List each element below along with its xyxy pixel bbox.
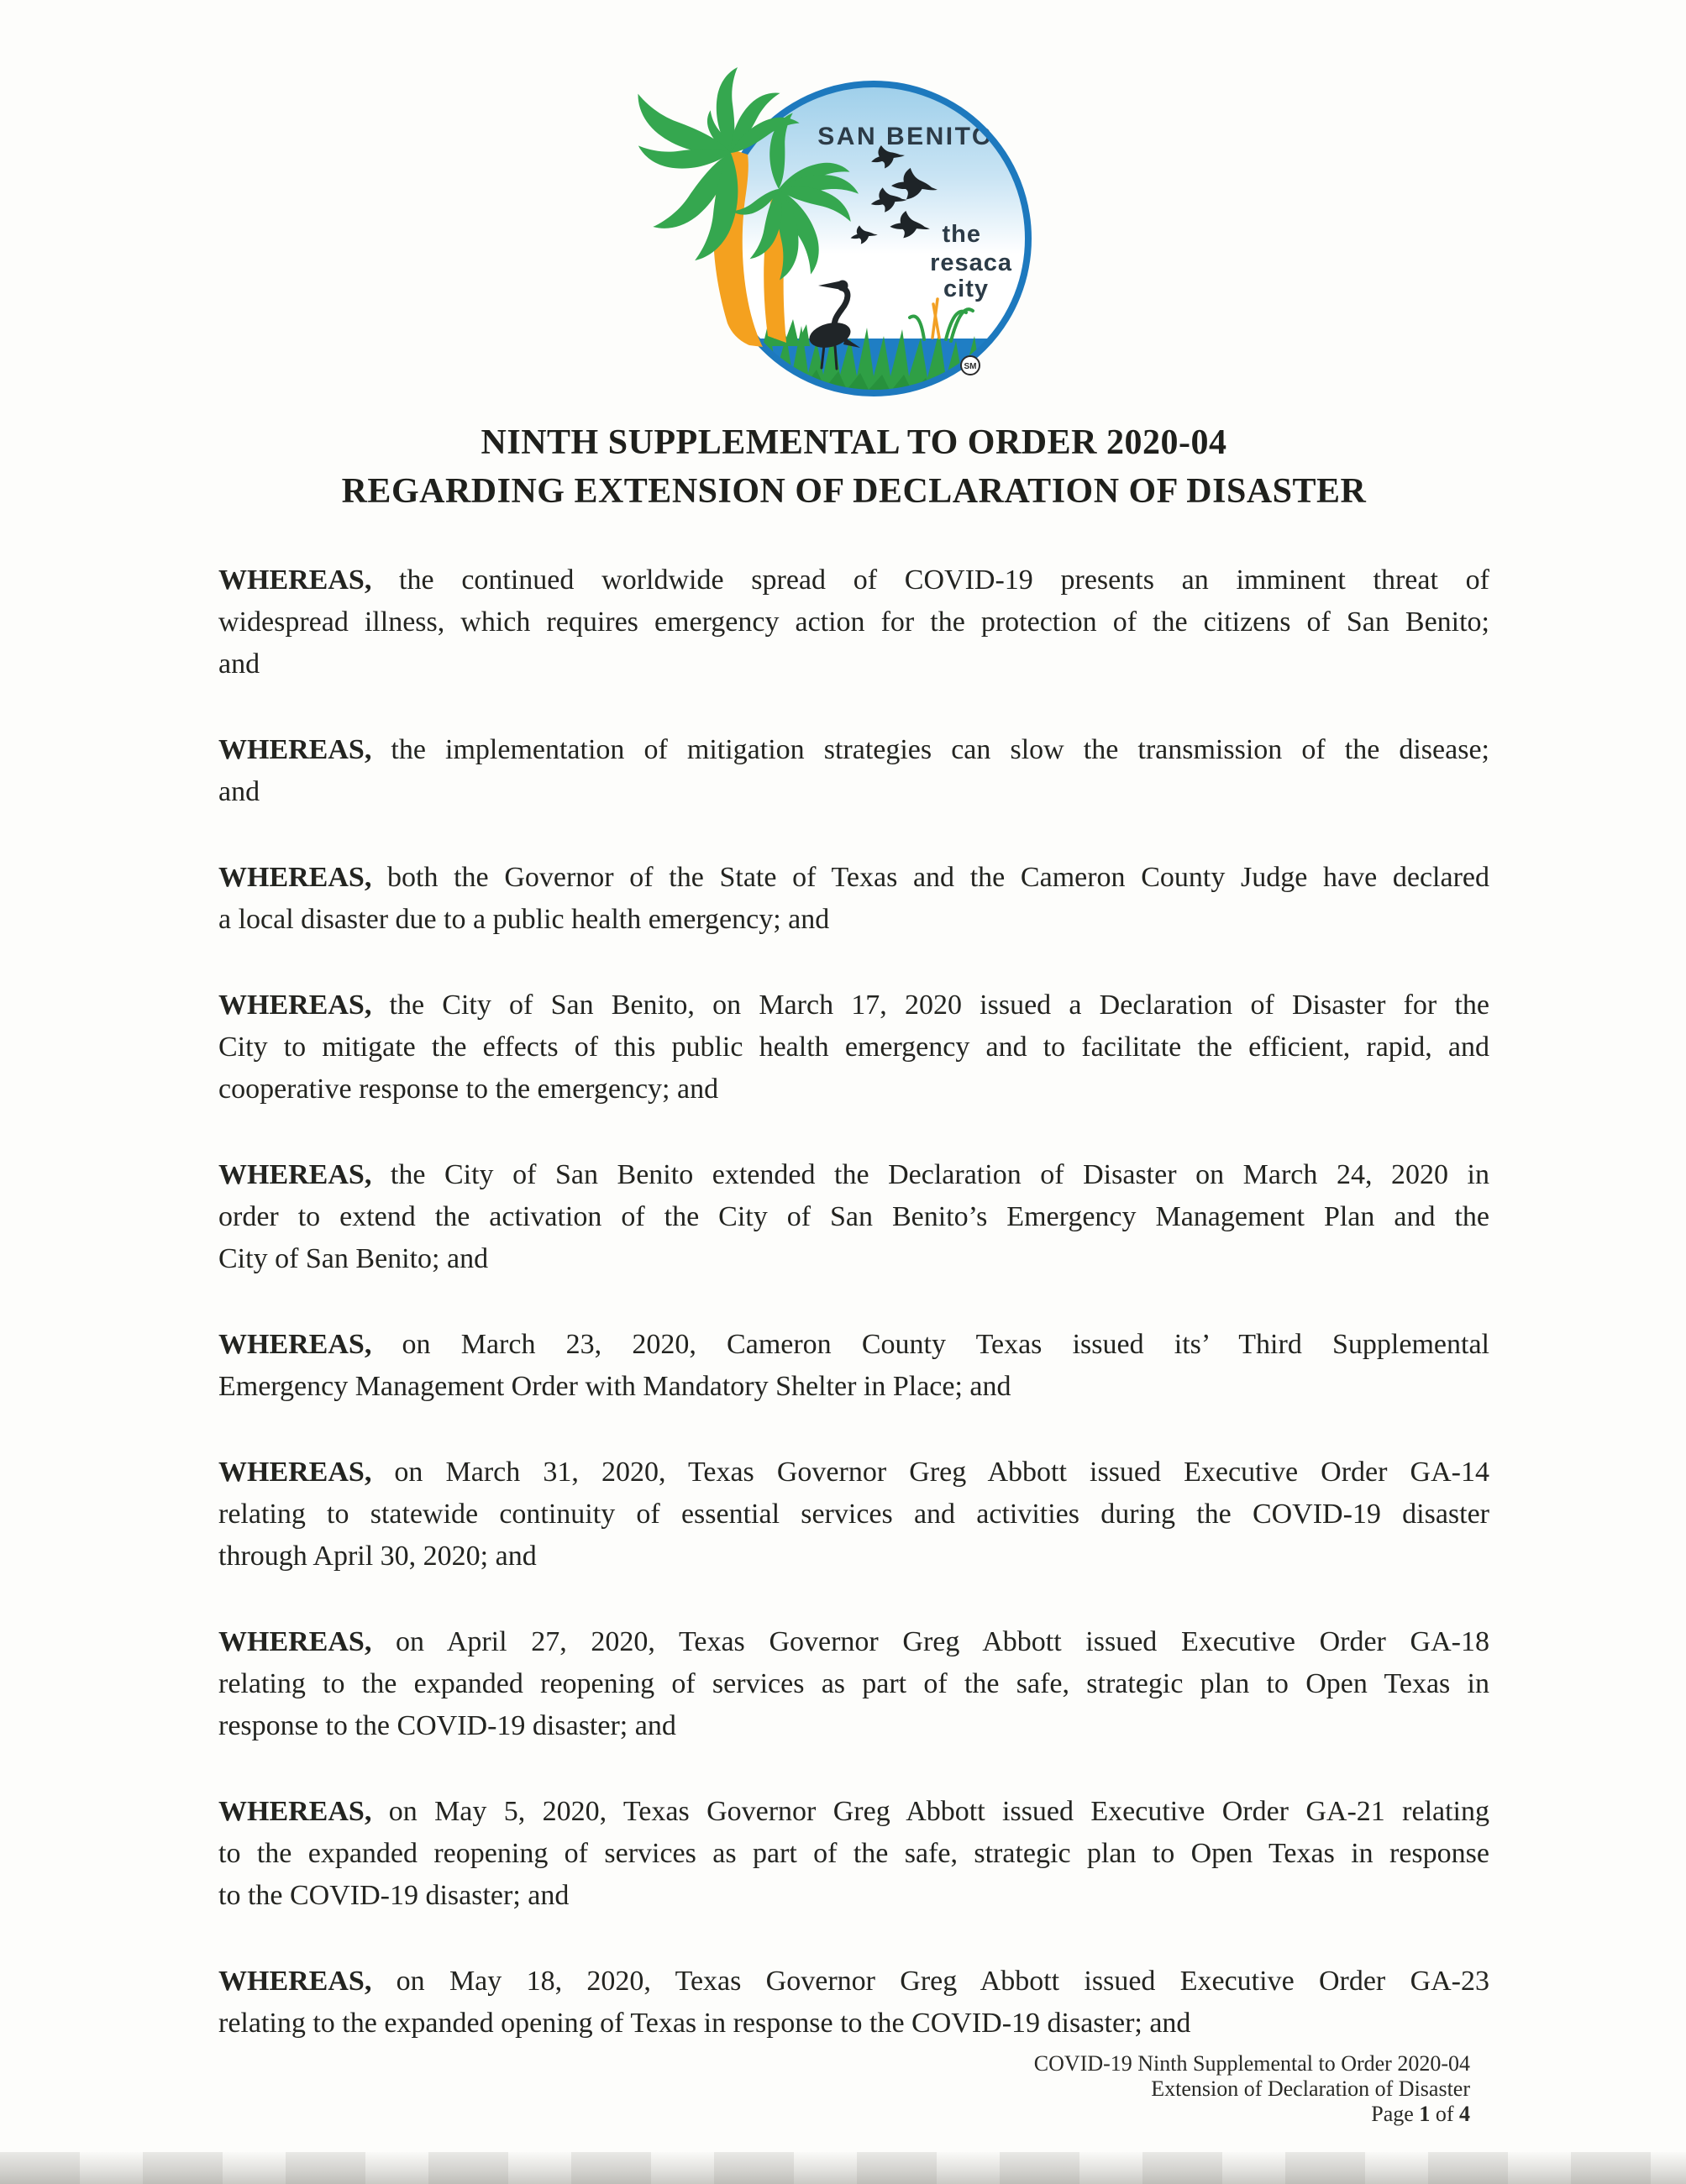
- paragraph-line: relating to the expanded opening of Texas in response to the COVID-19 disaster; and: [218, 2008, 1191, 2039]
- service-mark: [961, 356, 980, 375]
- whereas-lead: WHEREAS,: [218, 1329, 372, 1360]
- paragraph-line: to the expanded reopening of services as part of the safe, strategic plan to Open Texas in response: [218, 1838, 1489, 1869]
- paragraph-line: widespread illness, which requires emergency action for the protection of the citizens of San Benito;: [218, 606, 1489, 638]
- whereas-paragraph: [218, 1791, 1489, 1917]
- body-paragraphs: [218, 559, 1489, 2045]
- footer-doc-title: COVID-19 Ninth Supplemental to Order 2020-04: [1033, 2051, 1470, 2076]
- paragraph-line: WHEREAS, on March 31, 2020, Texas Governor Greg Abbott issued Executive Order GA-14: [218, 1457, 1489, 1488]
- footer-page-word: Page: [1371, 2102, 1414, 2126]
- whereas-paragraph: [218, 729, 1489, 813]
- paragraph-line: WHEREAS, the City of San Benito, on March 17, 2020 issued a Declaration of Disaster for the: [218, 990, 1489, 1021]
- paragraph-line: and: [218, 776, 260, 807]
- whereas-lead: WHEREAS,: [218, 1626, 372, 1657]
- whereas-lead: WHEREAS,: [218, 734, 372, 765]
- paragraph-line: through April 30, 2020; and: [218, 1541, 537, 1572]
- paragraph-line: City to mitigate the effects of this public health emergency and to facilitate the efficient, rapid, and: [218, 1032, 1489, 1063]
- page-footer: [1034, 2051, 1470, 2127]
- footer-page-number: 1: [1419, 2102, 1431, 2126]
- paragraph-line: City of San Benito; and: [218, 1243, 489, 1274]
- whereas-paragraph: [218, 984, 1489, 1110]
- whereas-paragraph: [218, 1452, 1489, 1578]
- paragraph-line: relating to the expanded reopening of services as part of the safe, strategic plan to Open Texas in: [218, 1668, 1489, 1699]
- paragraph-line: WHEREAS, on May 18, 2020, Texas Governor Greg Abbott issued Executive Order GA-23: [218, 1966, 1489, 1997]
- logo-tagline-resaca: resaca: [930, 249, 1012, 276]
- document-title: [218, 418, 1489, 516]
- footer-page-of: of: [1435, 2102, 1454, 2126]
- paragraph-line: WHEREAS, on March 23, 2020, Cameron County Texas issued its’ Third Supplemental: [218, 1329, 1489, 1360]
- logo-tagline-city: city: [943, 276, 989, 302]
- service-mark-label: SM: [964, 362, 977, 371]
- whereas-lead: WHEREAS,: [218, 862, 372, 893]
- whereas-lead: WHEREAS,: [218, 1457, 372, 1488]
- whereas-paragraph: [218, 1621, 1489, 1747]
- paragraph-line: a local disaster due to a public health emergency; and: [218, 904, 830, 935]
- paragraph-line: response to the COVID-19 disaster; and: [218, 1710, 676, 1741]
- paragraph-line: cooperative response to the emergency; and: [218, 1074, 719, 1105]
- whereas-lead: WHEREAS,: [218, 990, 372, 1021]
- logo-city-name: SAN BENITO: [817, 123, 994, 150]
- paragraph-line: WHEREAS, the City of San Benito extended the Declaration of Disaster on March 24, 2020 in: [218, 1159, 1489, 1190]
- logo-tagline-the: the: [942, 221, 981, 248]
- title-line-2: REGARDING EXTENSION OF DECLARATION OF DISASTER: [341, 472, 1367, 511]
- paragraph-line: and: [218, 648, 260, 680]
- whereas-lead: WHEREAS,: [218, 1796, 372, 1827]
- scan-artifact-band: [0, 2152, 1686, 2184]
- whereas-lead: WHEREAS,: [218, 1159, 372, 1190]
- paragraph-line: WHEREAS, the implementation of mitigation strategies can slow the transmission of the disease;: [218, 734, 1489, 765]
- whereas-lead: WHEREAS,: [218, 564, 372, 596]
- whereas-lead: WHEREAS,: [218, 1966, 372, 1997]
- paragraph-line: to the COVID-19 disaster; and: [218, 1880, 570, 1911]
- paragraph-line: WHEREAS, the continued worldwide spread of COVID-19 presents an imminent threat of: [218, 564, 1489, 596]
- city-logo: [622, 34, 1092, 420]
- paragraph-line: Emergency Management Order with Mandatory Shelter in Place; and: [218, 1371, 1011, 1402]
- paragraph-line: WHEREAS, on April 27, 2020, Texas Governor Greg Abbott issued Executive Order GA-18: [218, 1626, 1489, 1657]
- paragraph-line: order to extend the activation of the City of San Benito’s Emergency Management Plan and the: [218, 1201, 1489, 1232]
- whereas-paragraph: [218, 1154, 1489, 1280]
- footer-page-indicator: [1034, 2102, 1470, 2127]
- whereas-paragraph: [218, 1324, 1489, 1408]
- paragraph-line: relating to statewide continuity of essential services and activities during the COVID-19 disaster: [218, 1499, 1489, 1530]
- city-logo-graphic: [622, 34, 1092, 420]
- whereas-paragraph: [218, 857, 1489, 941]
- paragraph-line: WHEREAS, on May 5, 2020, Texas Governor Greg Abbott issued Executive Order GA-21 relating: [218, 1796, 1489, 1827]
- whereas-paragraph: [218, 559, 1489, 685]
- footer-doc-subtitle: Extension of Declaration of Disaster: [1151, 2076, 1470, 2101]
- footer-page-total: 4: [1459, 2102, 1470, 2126]
- paragraph-line: WHEREAS, both the Governor of the State of Texas and the Cameron County Judge have declared: [218, 862, 1489, 893]
- whereas-paragraph: [218, 1961, 1489, 2045]
- title-line-1: NINTH SUPPLEMENTAL TO ORDER 2020-04: [481, 423, 1227, 462]
